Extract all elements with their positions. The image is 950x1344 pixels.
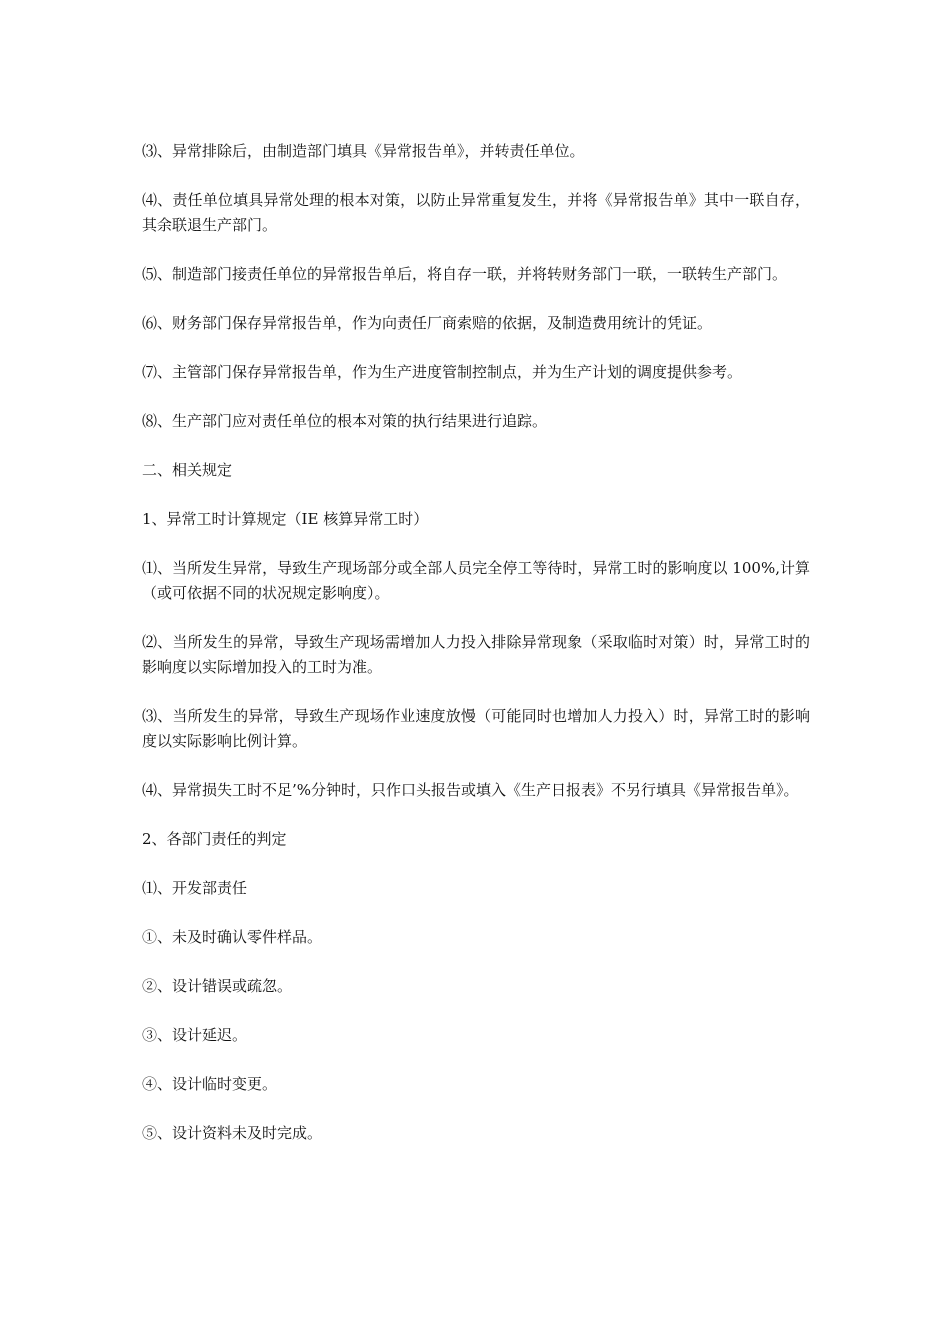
list-item-dev-4: ④、设计临时变更。	[142, 1075, 278, 1093]
paragraph-3-after-exception: ⑶、异常排除后，由制造部门填具《异常报告单》，并转责任单位。	[142, 142, 585, 160]
paragraph-7-supervisor-dept: ⑺、主管部门保存异常报告单，作为生产进度管制控制点，并为生产计划的调度提供参考。	[142, 363, 743, 381]
paragraph-dev-dept-responsibility: ⑴、开发部责任	[142, 879, 248, 897]
document-body	[142, 139, 810, 1170]
paragraph-5-manufacturing-dept: ⑸、制造部门接责任单位的异常报告单后，将自存一联，并将转财务部门一联，一联转生产部门。	[142, 265, 788, 283]
paragraph-6-finance-dept: ⑹、财务部门保存异常报告单，作为向责任厂商索赔的依据，及制造费用统计的凭证。	[142, 314, 713, 332]
paragraph-hours-rule-3: ⑶、当所发生的异常，导致生产现场作业速度放慢（可能同时也增加人力投入）时，异常工时的影响度以实际影响比例计算。	[142, 707, 810, 750]
paragraph-hours-rule-4: ⑷、异常损失工时不足’%分钟时，只作口头报告或填入《生产日报表》不另行填具《异常报告单》。	[142, 781, 799, 799]
list-item-dev-1: ①、未及时确认零件样品。	[142, 928, 323, 946]
paragraph-hours-rule-1: ⑴、当所发生异常，导致生产现场部分或全部人员完全停工等待时，异常工时的影响度以 100%,计算（或可依据不同的状况规定影响度）。	[142, 559, 810, 602]
section-heading-related-rules: 二、相关规定	[142, 461, 233, 479]
subheading-dept-responsibility: 2、各部门责任的判定	[142, 830, 287, 848]
subheading-abnormal-hours: 1、异常工时计算规定（IE 核算异常工时）	[142, 510, 429, 528]
list-item-dev-5: ⑤、设计资料未及时完成。	[142, 1124, 323, 1142]
paragraph-8-production-dept: ⑻、生产部门应对责任单位的根本对策的执行结果进行追踪。	[142, 412, 548, 430]
list-item-dev-2: ②、设计错误或疏忽。	[142, 977, 293, 995]
paragraph-4-responsible-unit: ⑷、责任单位填具异常处理的根本对策，以防止异常重复发生，并将《异常报告单》其中一联自存，其余联退生产部门。	[142, 191, 810, 234]
paragraph-hours-rule-2: ⑵、当所发生的异常，导致生产现场需增加人力投入排除异常现象（采取临时对策）时，异常工时的影响度以实际增加投入的工时为准。	[142, 633, 810, 676]
list-item-dev-3: ③、设计延迟。	[142, 1026, 248, 1044]
